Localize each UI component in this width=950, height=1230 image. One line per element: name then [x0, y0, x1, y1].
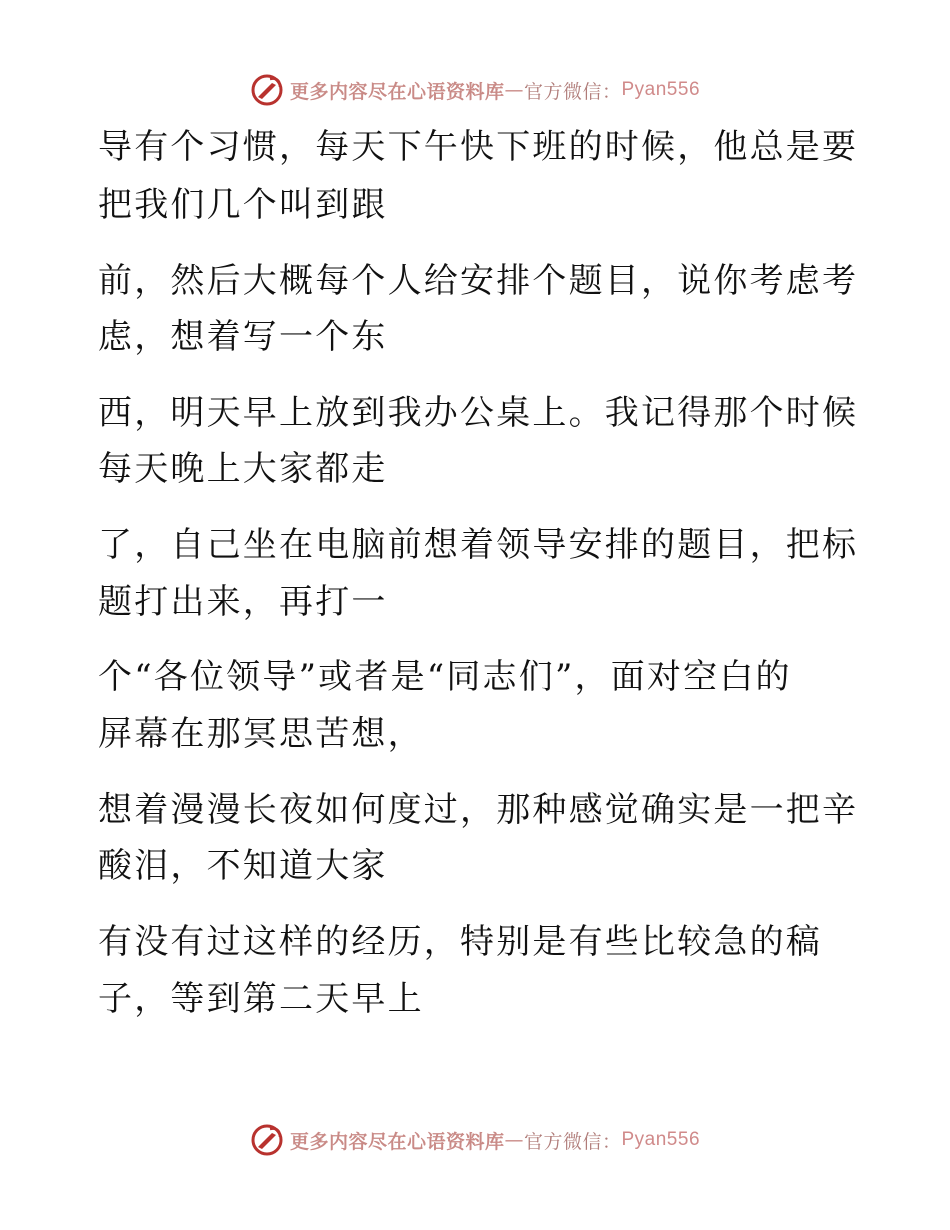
- header-dash: —: [504, 79, 524, 101]
- text-line: 前，然后大概每个人给安排个题目，说你考虑考: [98, 261, 859, 301]
- text-line: 有没有过这样的经历，特别是有些比较急的稿: [98, 922, 822, 962]
- quill-logo-icon: [250, 1123, 284, 1157]
- text-line: 酸泪，不知道大家: [98, 846, 388, 886]
- footer-banner: [0, 1120, 950, 1160]
- footer-dash: —: [504, 1129, 524, 1151]
- text-line: 每天晚上大家都走: [98, 449, 388, 489]
- text-line: 屏幕在那冥思苦想，: [98, 714, 424, 754]
- text-line: 子，等到第二天早上: [98, 979, 424, 1019]
- text-line: 西，明天早上放到我办公桌上。我记得那个时候: [98, 393, 859, 433]
- text-line: 想着漫漫长夜如何度过，那种感觉确实是一把辛: [98, 790, 859, 830]
- text-line: 题打出来，再打一: [98, 582, 388, 622]
- header-wechat-id: Pyan556: [621, 79, 701, 100]
- header-banner: [0, 70, 950, 110]
- footer-wechat-id: Pyan556: [621, 1129, 701, 1150]
- footer-site-name: 更多内容尽在心语资料库: [289, 1130, 505, 1153]
- quill-logo-icon: [250, 73, 284, 107]
- footer-banner-text: [290, 1127, 700, 1154]
- text-line: 导有个习惯，每天下午快下班的时候，他总是要: [98, 127, 859, 167]
- text-line: 把我们几个叫到跟: [98, 185, 388, 225]
- footer-wechat-label: 官方微信：: [523, 1130, 622, 1153]
- header-site-name: 更多内容尽在心语资料库: [289, 80, 505, 103]
- header-banner-text: [290, 77, 700, 104]
- text-line: 个“各位领导”或者是“同志们”，面对空白的: [98, 657, 792, 697]
- text-line: 了，自己坐在电脑前想着领导安排的题目，把标: [98, 525, 859, 565]
- header-wechat-label: 官方微信：: [523, 80, 622, 103]
- text-line: 虑，想着写一个东: [98, 317, 388, 357]
